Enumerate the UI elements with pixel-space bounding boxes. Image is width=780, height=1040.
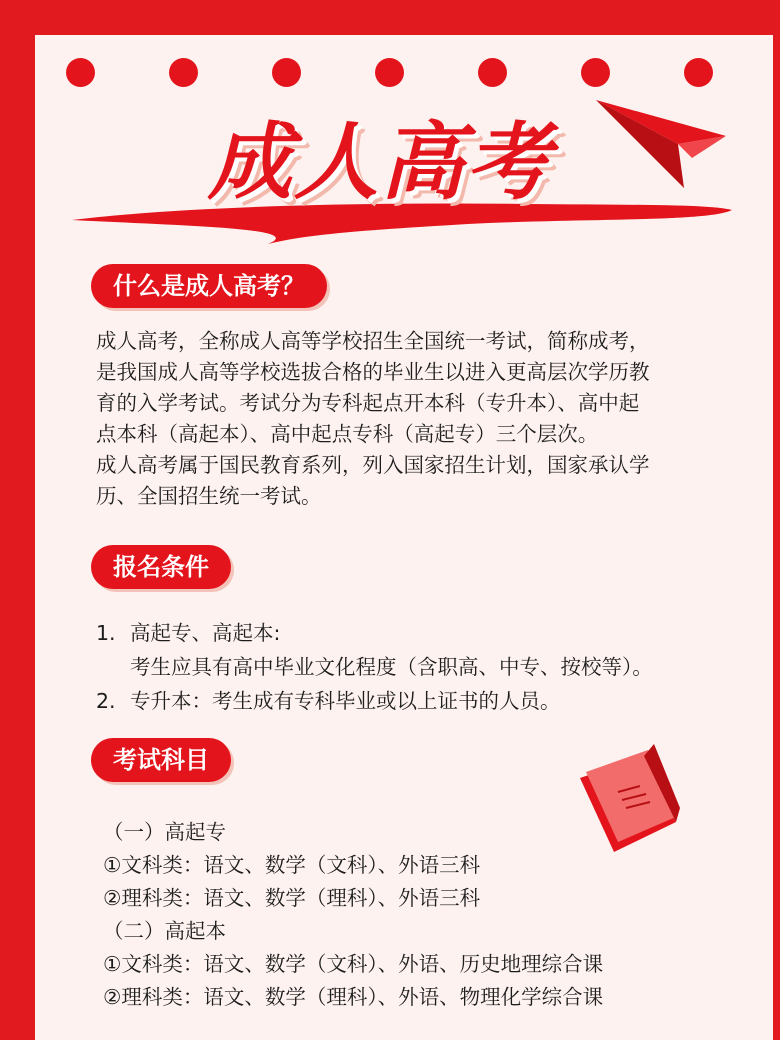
paragraph-line: 点本科（高起本）、高中起点专科（高起专）三个层次。 [96,422,599,446]
section-heading-subjects: 考试科目 [91,738,231,782]
paragraph-line: 是我国成人高等学校选拔合格的毕业生以进入更高层次学历教 [96,360,650,384]
paragraph-line: 成人高考属于国民教育系列，列入国家招生计划，国家承认学 [96,453,650,477]
subject-line: ①文科类：语文、数学（文科）、外语三科 [103,853,481,877]
decor-dot [272,58,301,87]
subject-line: ②理科类：语文、数学（理科）、外语、物理化学综合课 [103,985,604,1009]
intro-paragraph [96,326,736,512]
decor-dot [169,58,198,87]
paper-plane-icon [592,96,732,196]
list-item-detail: 考生应具有高中毕业文化程度（含职高、中专、按校等）。 [130,655,653,679]
list-number: 1. [96,621,116,645]
paragraph-line: 历、全国招生统一考试。 [96,484,322,508]
section-heading-requirements: 报名条件 [91,545,231,589]
page-title: 成人高考 [208,113,553,211]
decor-dot [66,58,95,87]
paragraph-line: 成人高考，全称成人高等学校招生全国统一考试，简称成考， [96,329,650,353]
decor-dot [375,58,404,87]
list-item [96,616,653,650]
subject-line: ①文科类：语文、数学（文科）、外语、历史地理综合课 [103,952,604,976]
subject-line: ②理科类：语文、数学（理科）、外语三科 [103,886,481,910]
subject-line: （一）高起专 [103,820,226,844]
paragraph-line: 育的入学考试。考试分为专科起点开本科（专升本）、高中起 [96,391,640,415]
subject-line: （二）高起本 [103,919,226,943]
decor-dot [684,58,713,87]
requirements-list [96,616,653,718]
list-item-title: 高起专、高起本: [130,621,281,645]
decor-dot [581,58,610,87]
list-number: 2. [96,689,116,713]
list-item [96,684,653,718]
decor-dot [478,58,507,87]
book-icon [570,742,690,862]
list-item-title: 专升本：考生成有专科毕业或以上证书的人员。 [130,689,561,713]
section-heading-what: 什么是成人高考？ [91,264,327,308]
subjects-list [103,816,603,1014]
